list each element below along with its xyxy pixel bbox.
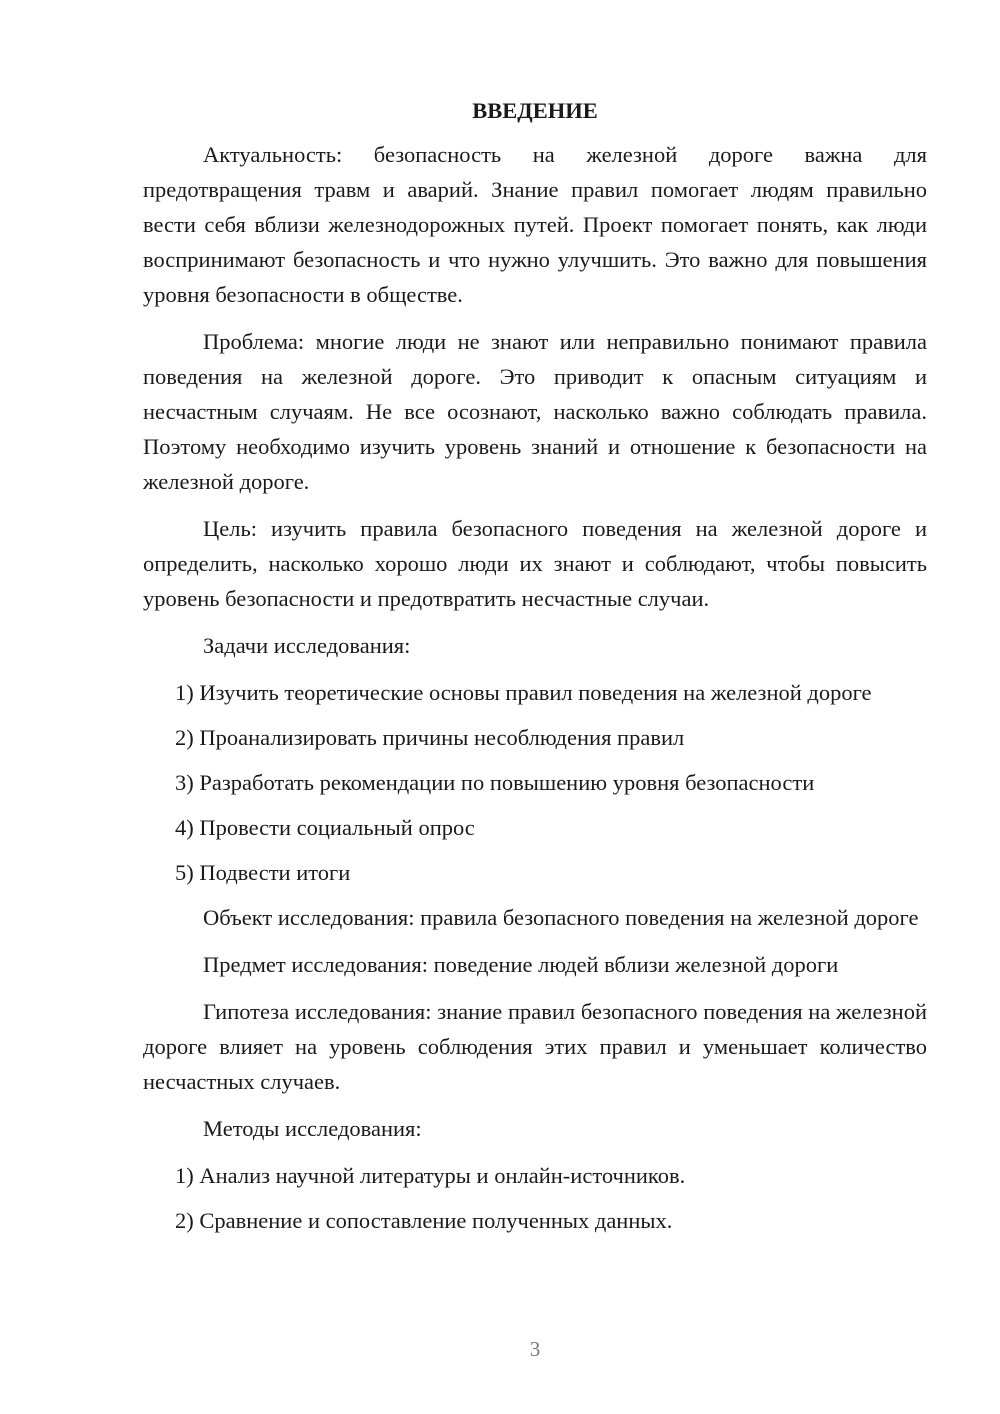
goal-paragraph: Цель: изучить правила безопасного поведения на железной дороге и определить, насколько хорошо люди их знают и соблюдают, чтобы повысить уровень безопасности и предотвратить несчастные случаи. [143,516,927,611]
task-item-5: 5) Подвести итоги [175,860,351,885]
object-paragraph: Объект исследования: правила безопасного поведения на железной дороге [203,905,919,930]
page-content [143,96,927,1248]
page-number: 3 [529,1337,541,1361]
tasks-heading: Задачи исследования: [203,633,411,658]
task-item-3: 3) Разработать рекомендации по повышению уровня безопасности [175,770,815,795]
problem-paragraph: Проблема: многие люди не знают или неправильно понимают правила поведения на железной дороге. Это приводит к опасным ситуациям и несчастным случаям. Не все осознают, насколько важно соблюдать правила. Поэтому необходимо изучить уровень знаний и отношение к безопасности на железной дороге. [143,329,927,494]
section-title: ВВЕДЕНИЕ [472,98,598,123]
task-item-4: 4) Провести социальный опрос [175,815,475,840]
method-item-2: 2) Сравнение и сопоставление полученных данных. [175,1208,673,1233]
subject-paragraph: Предмет исследования: поведение людей вблизи железной дороги [203,952,839,977]
method-item-1: 1) Анализ научной литературы и онлайн-источников. [175,1163,686,1188]
task-item-1: 1) Изучить теоретические основы правил поведения на железной дороге [175,680,872,705]
relevance-paragraph: Актуальность: безопасность на железной дороге важна для предотвращения травм и аварий. Знание правил помогает людям правильно вести себя вблизи железнодорожных путей. Проект помогает понять, как люди воспринимают безопасность и что нужно улучшить. Это важно для повышения уровня безопасности в обществе. [143,142,927,307]
task-item-2: 2) Проанализировать причины несоблюдения правил [175,725,685,750]
methods-heading: Методы исследования: [203,1116,422,1141]
hypothesis-paragraph: Гипотеза исследования: знание правил безопасного поведения на железной дороге влияет на уровень соблюдения этих правил и уменьшает количество несчастных случаев. [143,999,927,1094]
